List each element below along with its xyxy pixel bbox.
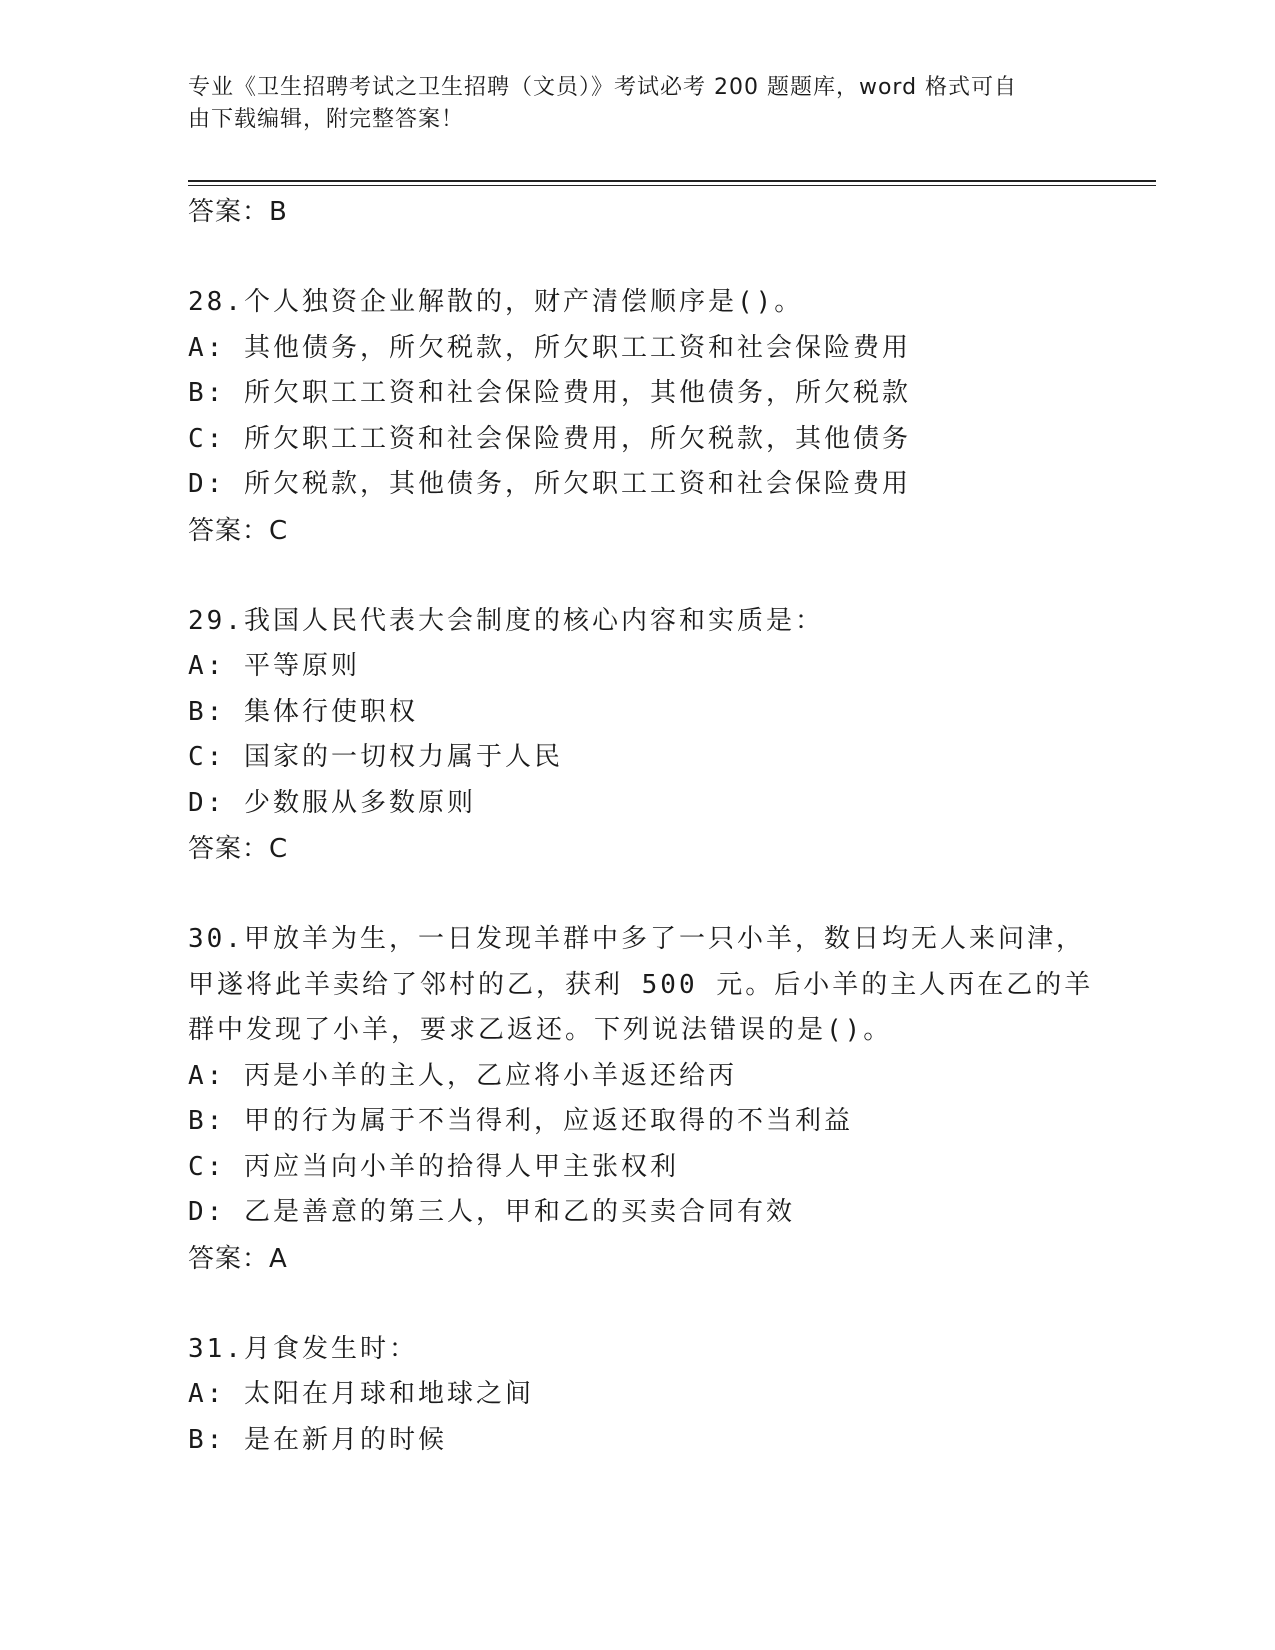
document-header bbox=[188, 72, 1078, 136]
document-body bbox=[188, 189, 1094, 1463]
spacer bbox=[188, 1282, 1088, 1327]
question-30-option-d: D: 乙是善意的第三人，甲和乙的买卖合同有效 bbox=[188, 1197, 795, 1227]
spacer bbox=[188, 872, 1088, 917]
question-30-option-b: B: 甲的行为属于不当得利，应返还取得的不当利益 bbox=[188, 1106, 853, 1136]
question-31-option-a: A: 太阳在月球和地球之间 bbox=[188, 1379, 534, 1409]
question-29-stem: 29.我国人民代表大会制度的核心内容和实质是： bbox=[188, 605, 824, 636]
question-31 bbox=[188, 1327, 1088, 1464]
question-29-option-b: B: 集体行使职权 bbox=[188, 696, 418, 727]
question-30-stem-line-2: 甲遂将此羊卖给了邻村的乙，获利 500 元。后小羊的主人丙在乙的羊 bbox=[188, 969, 1094, 1000]
header-line-2: 由下载编辑，附完整答案！ bbox=[188, 107, 465, 132]
question-29 bbox=[188, 599, 1088, 873]
question-28-option-b: B: 所欠职工工资和社会保险费用，其他债务，所欠税款 bbox=[188, 378, 911, 408]
question-29-option-d: D: 少数服从多数原则 bbox=[188, 787, 476, 818]
header-divider-thick bbox=[188, 180, 1156, 182]
question-28-stem: 28.个人独资企业解散的，财产清偿顺序是()。 bbox=[188, 287, 804, 317]
question-29-option-c: C: 国家的一切权力属于人民 bbox=[188, 742, 563, 772]
spacer bbox=[188, 235, 1088, 280]
question-30-answer: 答案：A bbox=[188, 1243, 288, 1274]
question-30-option-a: A: 丙是小羊的主人，乙应将小羊返还给丙 bbox=[188, 1060, 737, 1091]
question-28-answer: 答案：C bbox=[188, 515, 289, 546]
question-28-option-d: D: 所欠税款，其他债务，所欠职工工资和社会保险费用 bbox=[188, 469, 911, 499]
question-28 bbox=[188, 280, 1088, 554]
header-divider-thin bbox=[188, 185, 1156, 186]
question-31-stem: 31.月食发生时： bbox=[188, 1333, 418, 1364]
question-30-stem-line-1: 30.甲放羊为生，一日发现羊群中多了一只小羊，数日均无人来问津， bbox=[188, 924, 1085, 954]
question-28-option-a: A: 其他债务，所欠税款，所欠职工工资和社会保险费用 bbox=[188, 332, 911, 363]
spacer bbox=[188, 554, 1088, 599]
question-30 bbox=[188, 917, 1094, 1282]
question-29-answer: 答案：C bbox=[188, 834, 289, 864]
question-29-option-a: A: 平等原则 bbox=[188, 651, 360, 681]
question-30-stem-line-3: 群中发现了小羊，要求乙返还。下列说法错误的是()。 bbox=[188, 1015, 893, 1045]
answer-27: 答案：B bbox=[188, 197, 288, 227]
question-30-option-c: C: 丙应当向小羊的拾得人甲主张权利 bbox=[188, 1151, 679, 1182]
question-31-option-b: B: 是在新月的时候 bbox=[188, 1424, 447, 1455]
question-28-option-c: C: 所欠职工工资和社会保险费用，所欠税款，其他债务 bbox=[188, 423, 911, 454]
header-line-1: 专业《卫生招聘考试之卫生招聘（文员）》考试必考 200 题题库，word 格式可自 bbox=[188, 75, 1018, 100]
